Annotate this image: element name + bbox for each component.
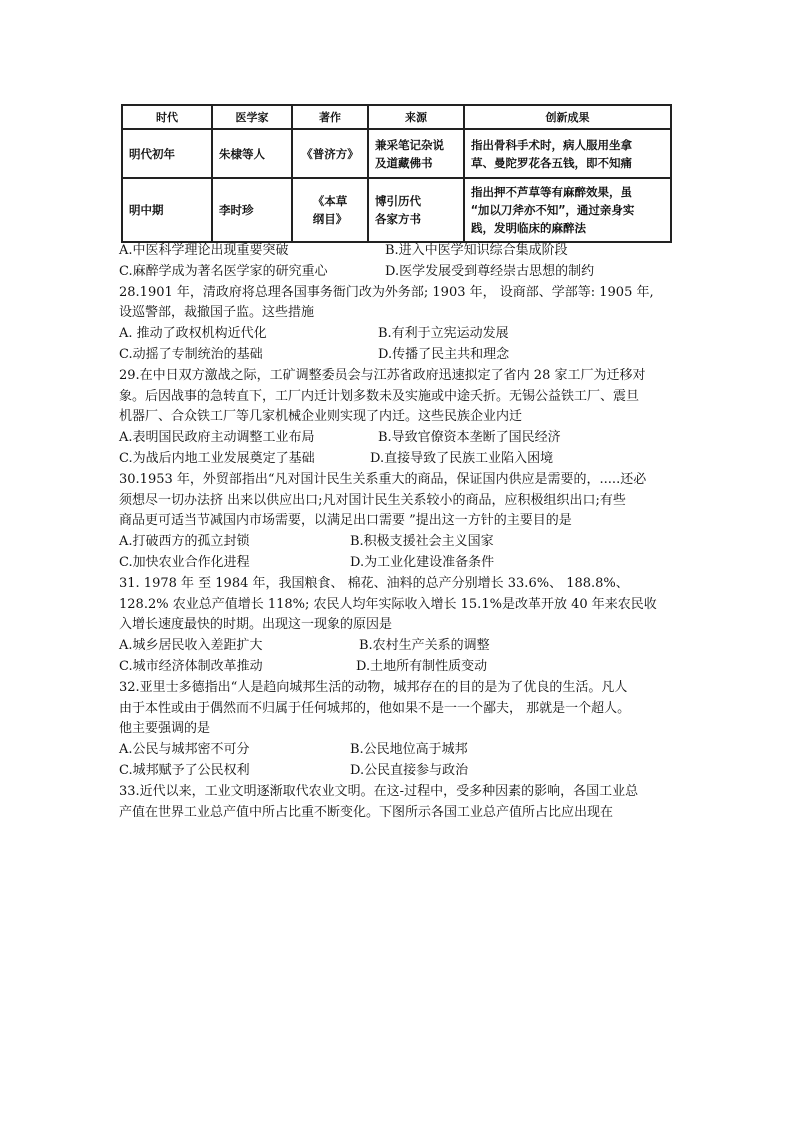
q29-option-d[interactable]: D.直接导致了民族工业陷入困境: [370, 450, 554, 466]
table-row: [122, 129, 671, 178]
q32-option-a[interactable]: A.公民与城邦密不可分: [119, 742, 250, 758]
q28-stem: 28.1901 年，清政府将总理各国事务衙门改为外务部; 1903 年， 设商部、学部等: 1905 年,: [119, 284, 654, 300]
source-line: 兼采笔记杂说: [375, 137, 444, 152]
q28-options-row: [119, 345, 679, 366]
header-result: 创新成果: [464, 105, 671, 129]
q31-stem: 31. 1978 年 至 1984 年，我国粮食、 棉花、油料的总产分别增长 33.6%、 188.8%、: [119, 575, 629, 591]
q32-stem: 他主要强调的是: [119, 721, 211, 737]
q31-option-d[interactable]: D.土地所有制性质变动: [356, 658, 488, 674]
q33-stem: 33.近代以来，工业文明逐渐取代农业文明。在这-过程中，受多种因素的影响，各国工业总: [119, 783, 639, 799]
q29-stem: 机器厂、合众铁工厂等几家机械企业则实现了内迁。这些民族企业内迁: [119, 409, 523, 425]
cell-work: [292, 129, 368, 178]
cell-result: [464, 129, 671, 178]
table-row: [122, 178, 671, 242]
result-line: 指出骨科手术时，病人服用坐拿: [471, 137, 632, 152]
q28-option-c[interactable]: C.动摇了专制统治的基础: [119, 346, 263, 362]
source-line: 各家方书: [375, 212, 421, 226]
q30-option-a[interactable]: A.打破西方的孤立封锁: [119, 534, 250, 550]
header-source: 来源: [368, 105, 464, 129]
cell-era: 明中期: [122, 178, 212, 242]
q32-stem: 由于本性或由于偶然而不归属于任何城邦的，他如果不是一一个鄙夫， 那就是一个超人。: [119, 700, 631, 716]
q32-option-b[interactable]: B.公民地位高于城邦: [350, 742, 468, 758]
header-work: 著作: [292, 105, 368, 129]
q30-stem: 须想尽一切办法挤 出来以供应出口;凡对国计民生关系较小的商品，应积极组织出口;有些: [119, 492, 626, 508]
q30-stem: 商品更可适当节减国内市场需要，以满足出口需要 ”提出这一方针的主要目的是: [119, 513, 572, 529]
q28-options-row: [119, 324, 679, 345]
q30-options-row: [119, 532, 679, 553]
q32-options-row: [119, 740, 679, 761]
q30-stem: 30.1953 年，外贸部指出“凡对国计民生关系重大的商品，保证国内供应是需要的，.....还必: [119, 471, 647, 487]
source-line: 博引历代: [375, 194, 421, 208]
q30-option-b[interactable]: B.积极支援社会主义国家: [350, 534, 494, 550]
q27-option-d[interactable]: D.医学发展受到尊经崇古思想的制约: [385, 263, 595, 279]
q29-option-b[interactable]: B.导致官僚资本垄断了国民经济: [378, 430, 561, 446]
q29-option-a[interactable]: A.表明国民政府主动调整工业布局: [119, 430, 315, 446]
q28-stem: 设巡警部，裁撤国子监。这些措施: [119, 305, 315, 321]
q32-option-c[interactable]: C.城邦赋予了公民权利: [119, 762, 250, 778]
question-text: [119, 241, 679, 823]
cell-doctor: 李时珍: [212, 178, 292, 242]
q30-option-d[interactable]: D.为工业化建设准备条件: [350, 554, 495, 570]
q32-options-row: [119, 761, 679, 782]
cell-work: [292, 178, 368, 242]
q31-stem: 入增长速度最快的时期。出现这一现象的原因是: [119, 617, 393, 633]
result-line: 践，发明临床的麻醉法: [471, 221, 586, 235]
q27-option-b[interactable]: B.进入中医学知识综合集成阶段: [385, 243, 568, 258]
q32-stem: 32.亚里士多德指出“人是趋向城邦生活的动物，城邦存在的目的是为了优良的生活。凡人: [119, 679, 628, 695]
q31-options-row: [119, 657, 679, 678]
cell-source: [368, 178, 464, 242]
source-line: 及道藏佛书: [375, 155, 433, 170]
q29-stem: 象。后因战事的急转直下，工厂内迁计划多数未及实施或中途夭折。无锡公益铁工厂、震旦: [119, 388, 640, 404]
q29-options-row: [119, 428, 679, 449]
q27-options-row: [119, 262, 679, 283]
q31-option-c[interactable]: C.城市经济体制改革推动: [119, 658, 263, 674]
q27-option-c[interactable]: C.麻醉学成为著名医学家的研究重心: [119, 263, 328, 279]
q28-option-b[interactable]: B.有利于立宪运动发展: [378, 326, 509, 342]
q31-stem: 128.2% 农业总产值增长 118%; 农民人均年实际收入增长 15.1%是改革开放 40 年来农民收: [119, 596, 657, 612]
q27-option-a[interactable]: A.中医科学理论出现重要突破: [119, 243, 289, 258]
q29-options-row: [119, 449, 679, 470]
q27-options-row: [119, 241, 679, 262]
q31-options-row: [119, 636, 679, 657]
cell-source: [368, 129, 464, 178]
result-line: “加以刀斧亦不知”，通过亲身实: [471, 203, 635, 217]
work-line: 《本草: [312, 194, 348, 208]
cell-doctor: 朱棣等人: [212, 129, 292, 178]
q28-option-a[interactable]: A. 推动了政权机构近代化: [119, 326, 267, 342]
q31-option-b[interactable]: B.农村生产关系的调整: [359, 638, 490, 654]
q30-option-c[interactable]: C.加快农业合作化进程: [119, 554, 250, 570]
cell-result: [464, 178, 671, 242]
medicine-history-table: [121, 104, 672, 243]
q31-option-a[interactable]: A.城乡居民收入差距扩大: [119, 638, 263, 654]
cell-era: 明代初年: [122, 129, 212, 178]
q29-option-c[interactable]: C.为战后内地工业发展奠定了基础: [119, 450, 315, 466]
q32-option-d[interactable]: D.公民直接参与政治: [350, 762, 469, 778]
result-line: 草、曼陀罗花各五钱，即不知痛: [471, 155, 632, 170]
q30-options-row: [119, 553, 679, 574]
header-doctor: 医学家: [212, 105, 292, 129]
q29-stem: 29.在中日双方激战之际，工矿调整委员会与江苏省政府迅速拟定了省内 28 家工厂为迁移对: [119, 367, 646, 383]
work-line: 纲目》: [312, 212, 348, 226]
q28-option-d[interactable]: D.传播了民主共和理念: [378, 346, 510, 362]
work-line: 《普济方》: [301, 146, 359, 161]
q33-stem: 产值在世界工业总产值中所占比重不断变化。下图所示各国工业总产值所占比应出现在: [119, 804, 614, 820]
table-header-row: [122, 105, 671, 129]
result-line: 指出押不芦草等有麻醉效果，虽: [471, 185, 632, 199]
header-era: 时代: [122, 105, 212, 129]
